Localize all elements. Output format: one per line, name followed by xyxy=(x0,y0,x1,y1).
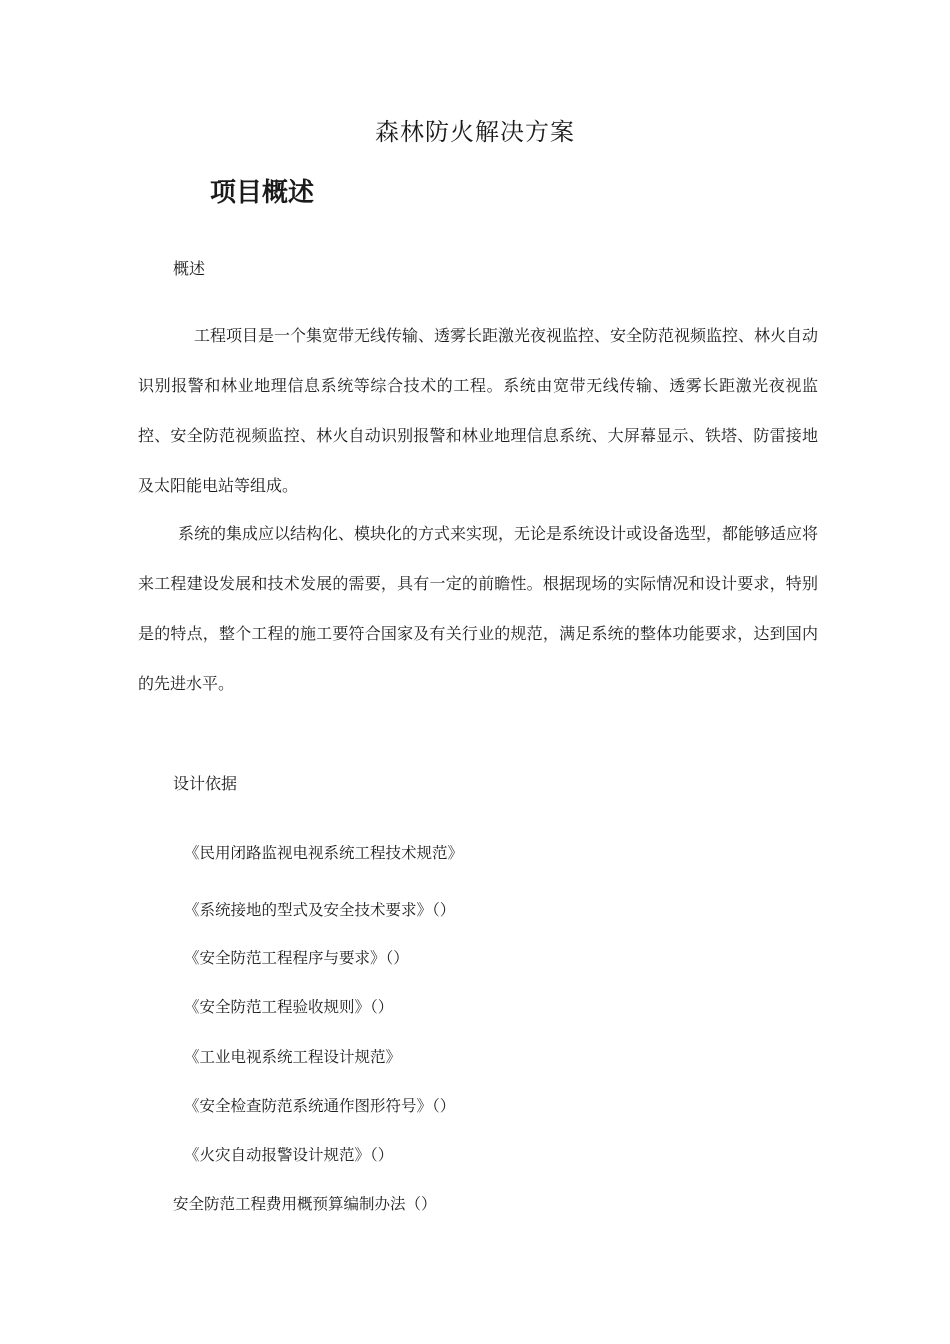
overview-heading: 概述 xyxy=(173,259,206,278)
reference-item: 《安全检查防范系统通作图形符号》（） xyxy=(184,1097,456,1115)
reference-item: 《系统接地的型式及安全技术要求》（） xyxy=(184,901,456,919)
reference-item: 《民用闭路监视电视系统工程技术规范》 xyxy=(184,844,464,862)
overview-paragraph-1: 工程项目是一个集宽带无线传输、透雾长距激光夜视监控、安全防范视频监控、林火自动识别报警和林业地理信息系统等综合技术的工程。系统由宽带无线传输、透雾长距激光夜视监控、安全防范视频监控、林火自动识别报警和林业地理信息系统、大屏幕显示、铁塔、防雷接地及太阳能电站等组成。 xyxy=(138,326,819,495)
reference-item: 《工业电视系统工程设计规范》 xyxy=(184,1048,402,1066)
reference-item: 《安全防范工程验收规则》（） xyxy=(184,998,394,1016)
reference-item: 《火灾自动报警设计规范》（） xyxy=(184,1146,394,1164)
reference-item: 《安全防范工程程序与要求》（） xyxy=(184,949,409,967)
reference-item: 安全防范工程费用概预算编制办法（） xyxy=(173,1195,437,1213)
section-heading: 项目概述 xyxy=(210,178,315,208)
design-basis-heading: 设计依据 xyxy=(173,774,238,793)
overview-paragraph-2: 系统的集成应以结构化、模块化的方式来实现，无论是系统设计或设备选型，都能够适应将来工程建设发展和技术发展的需要，具有一定的前瞻性。根据现场的实际情况和设计要求，特别是的特点，整个工程的施工要符合国家及有关行业的规范，满足系统的整体功能要求，达到国内的先进水平。 xyxy=(138,524,819,693)
document-title: 森林防火解决方案 xyxy=(375,118,575,146)
